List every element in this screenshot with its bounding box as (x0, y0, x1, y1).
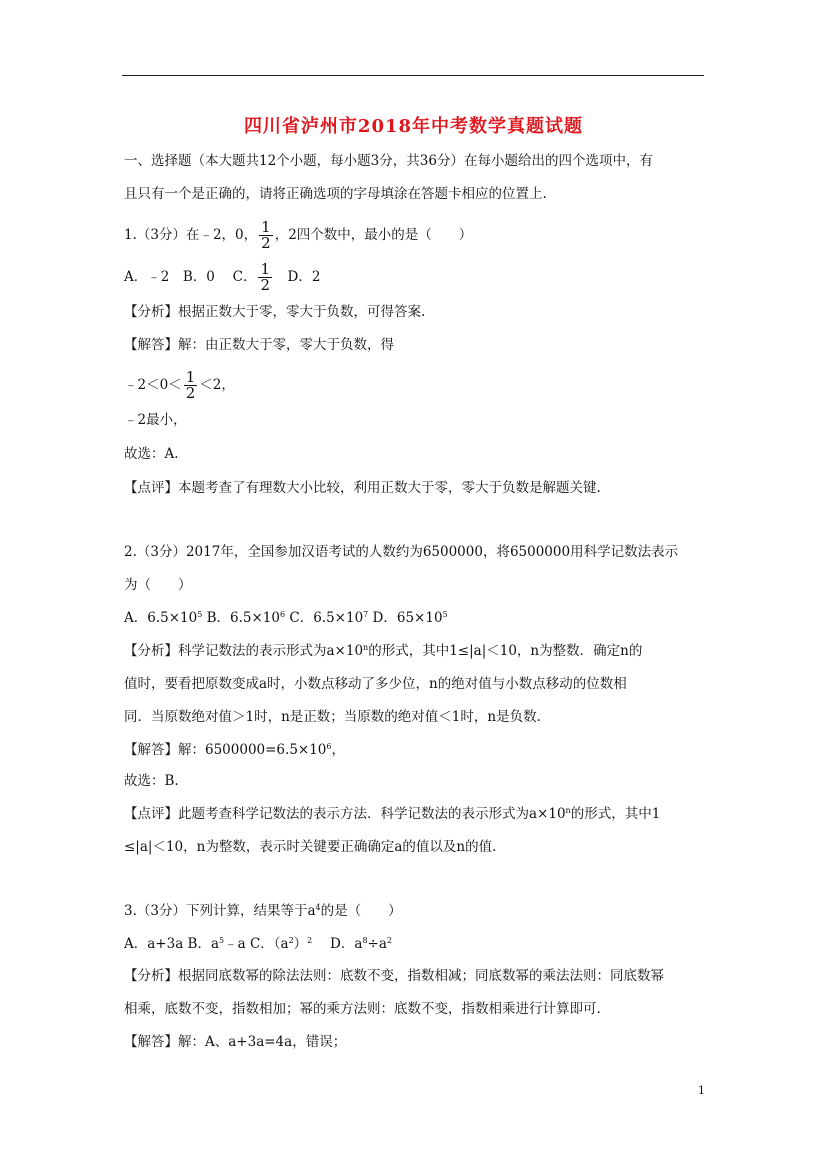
q3-option-text: A．a+3a B．a (124, 936, 220, 952)
fraction-one-half (259, 220, 273, 251)
fraction-one-half (258, 262, 272, 293)
exponent: n (565, 806, 571, 815)
q2-comment-a: 【点评】此题考查科学记数法的表示方法．科学记数法的表示形式为a×10 (124, 806, 566, 822)
fraction-denominator: 2 (261, 234, 271, 252)
page-number: 1 (698, 1084, 705, 1097)
section-intro-line-2: 且只有一个是正确的，请将正确选项的字母填涂在答题卡相应的位置上. (124, 186, 547, 202)
q1-ineq-b: ＜2， (199, 377, 235, 393)
q2-comment-line-2: ≤|a|＜10，n为整数，表示时关键要正确确定a的值以及n的值. (124, 839, 497, 855)
fraction-denominator: 2 (260, 276, 271, 294)
q1-stem-a: 1.（3分）在﹣2，0， (124, 227, 258, 243)
q3-option-text: ÷a (367, 936, 387, 952)
section-intro-line-1: 一、选择题（本大题共12个小题，每小题3分，共36分）在每小题给出的四个选项中，有 (124, 153, 653, 169)
q3-stem-b: 的是（ ） (320, 903, 402, 919)
q3-stem (124, 902, 402, 920)
fraction-numerator: 1 (185, 368, 196, 386)
fraction-numerator: 1 (260, 260, 271, 278)
fraction-denominator: 2 (185, 384, 196, 402)
exponent: 5 (219, 936, 225, 945)
exponent: 2 (386, 936, 392, 945)
q2-choice: 故选：B. (124, 773, 179, 789)
q2-comment-b: 的形式，其中1 (570, 806, 661, 822)
q1-ineq-a: ﹣2＜0＜ (124, 377, 182, 393)
exponent: 6 (279, 610, 286, 619)
q1-choice: 故选：A. (124, 446, 179, 462)
q1-options-b: D．2 (274, 269, 321, 285)
exponent: n (363, 643, 369, 652)
q3-option-text: ﹣a C．（a (224, 936, 289, 952)
q2-options (124, 609, 448, 627)
q1-analysis: 【分析】根据正数大于零，零大于负数，可得答案. (124, 304, 426, 320)
q1-solution: 【解答】解：由正数大于零，零大于负数，得 (124, 337, 394, 353)
exponent: 4 (315, 903, 321, 912)
exponent: 2 (307, 936, 313, 945)
exponent: 8 (362, 936, 368, 945)
q2-option-a: A．6.5×10 (124, 610, 198, 626)
q2-option-c: C．6.5×10 (285, 610, 364, 626)
q2-option-b: B．6.5×10 (202, 610, 280, 626)
q3-analysis-line-1: 【分析】根据同底数幂的除法法则：底数不变，指数相减；同底数幂的乘法法则：同底数幂 (124, 968, 664, 984)
fraction-one-half (184, 370, 198, 401)
exponent: 7 (363, 610, 369, 619)
q3-stem-a: 3.（3分）下列计算，结果等于a (124, 903, 316, 919)
q1-comment: 【点评】本题考查了有理数大小比较，利用正数大于零，零大于负数是解题关键. (124, 480, 601, 496)
q3-analysis-line-2: 相乘，底数不变，指数相加；幂的乘方法则：底数不变，指数相乘进行计算即可. (124, 1001, 601, 1017)
q2-analysis-line-3: 同．当原数绝对值＞1时，n是正数；当原数的绝对值＜1时，n是负数. (124, 709, 541, 725)
q1-stem (124, 220, 472, 251)
q1-inequality (124, 370, 235, 401)
exponent: 6 (326, 742, 332, 751)
page-title: 四川省泸州市2018年中考数学真题试题 (243, 116, 584, 137)
exponent: 5 (197, 610, 203, 619)
q2-stem-line-1: 2.（3分）2017年，全国参加汉语考试的人数约为6500000，将6500000用科学记数法表示 (124, 544, 679, 560)
q3-solution: 【解答】解：A、a+3a=4a，错误； (124, 1034, 347, 1050)
exponent: 2 (288, 936, 294, 945)
q2-analysis-line-1 (124, 642, 642, 660)
q2-solution-a: 【解答】解：6500000=6.5×10 (124, 742, 327, 758)
q3-option-text: D．a (312, 936, 363, 952)
q1-stem-b: ，2四个数中，最小的是（ ） (274, 227, 473, 243)
q2-analysis-line-2: 值时，要看把原数变成a时，小数点移动了多少位，n的绝对值与小数点移动的位数相 (124, 676, 627, 692)
q2-stem-line-2: 为（ ） (124, 577, 192, 593)
exponent: 5 (442, 610, 448, 619)
fraction-numerator: 1 (261, 218, 271, 236)
q2-option-d: D．65×10 (368, 610, 443, 626)
q2-solution-b: ， (331, 742, 345, 758)
q1-min: ﹣2最小， (124, 412, 187, 428)
q2-analysis-b: 的形式，其中1≤|a|＜10，n为整数．确定n的 (368, 643, 643, 659)
q2-solution (124, 741, 345, 759)
q3-option-text: ） (293, 936, 308, 952)
header-rule (122, 75, 704, 76)
q1-options-a: A．﹣2 B．0 C． (124, 269, 257, 285)
q2-comment-line-1 (124, 805, 660, 823)
q3-options (124, 935, 392, 953)
q1-options (124, 262, 320, 293)
q2-analysis-a: 【分析】科学记数法的表示形式为a×10 (124, 643, 364, 659)
